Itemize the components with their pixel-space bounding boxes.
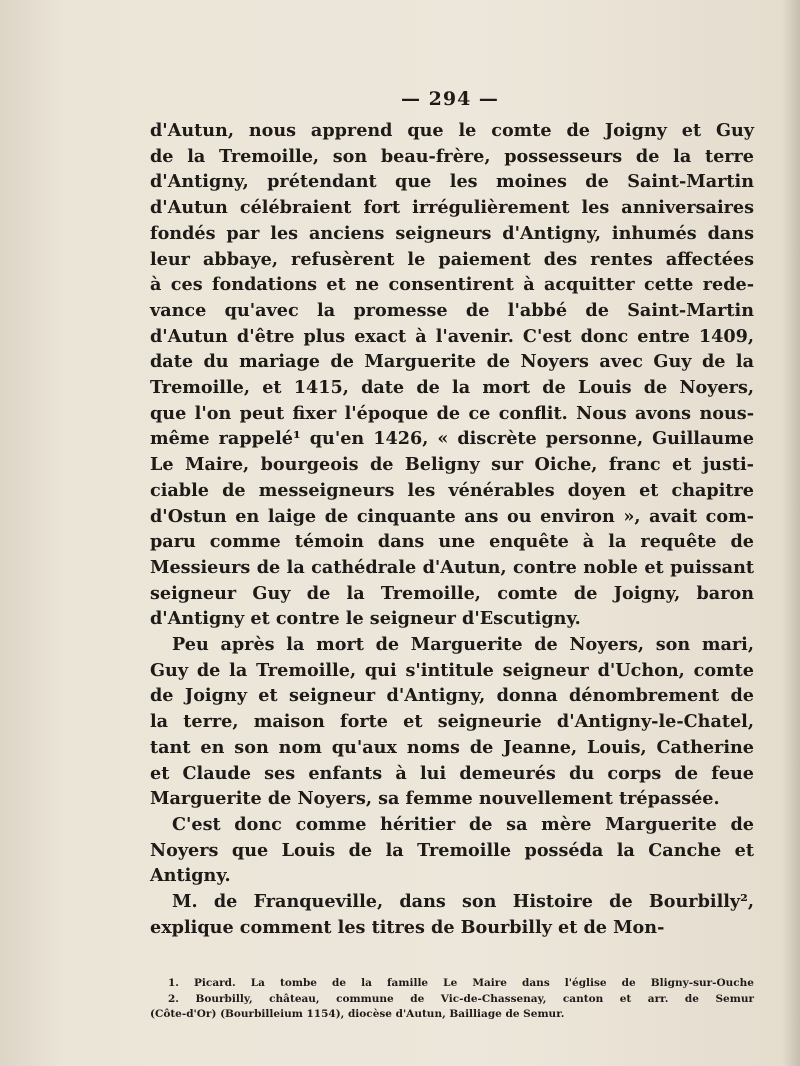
text-line: fondés par les anciens seigneurs d'Antigny, inhumés dans [150,222,754,244]
text-line: de Joigny et seigneur d'Antigny, donna dénombrement de [150,685,754,707]
text-line: la terre, maison forte et seigneurie d'Antigny-le-Chatel, [150,711,754,733]
text-line: Messieurs de la cathédrale d'Autun, contre noble et puissant [150,556,754,578]
footnote: (Côte-d'Or) (Bourbilleium 1154), diocèse d'Autun, Bailliage de Semur. [150,1008,565,1020]
text-line: seigneur Guy de la Tremoille, comte de Joigny, baron [150,582,754,604]
text-line: à ces fondations et ne consentirent à acquitter cette rede- [150,274,754,296]
page-number: — 294 — [401,88,499,110]
text-line: d'Antigny, prétendant que les moines de Saint-Martin [150,171,754,193]
text-line: d'Ostun en laige de cinquante ans ou environ », avait com- [150,505,754,527]
text-line: explique comment les titres de Bourbilly et de Mon- [150,916,665,938]
text-line: date du mariage de Marguerite de Noyers avec Guy de la [150,351,754,373]
text-line: Marguerite de Noyers, sa femme nouvellement trépassée. [150,788,720,810]
text-line: que l'on peut fixer l'époque de ce conflit. Nous avons nous- [150,402,754,424]
text-line: Noyers que Louis de la Tremoille posséda la Canche et [150,839,754,861]
text-line: ciable de messeigneurs les vénérables doyen et chapitre [150,479,754,501]
text-line: même rappelé¹ qu'en 1426, « discrète personne, Guillaume [150,428,754,450]
page-edge-shadow [782,0,800,1066]
text-line: d'Autun célébraient fort irrégulièrement les anniversaires [150,197,754,219]
text-line: Tremoille, et 1415, date de la mort de Louis de Noyers, [150,377,754,399]
text-line: tant en son nom qu'aux noms de Jeanne, Louis, Catherine [150,736,754,758]
text-line: et Claude ses enfants à lui demeurés du corps de feue [150,762,754,784]
text-line: Peu après la mort de Marguerite de Noyers, son mari, [172,634,754,656]
text-line: d'Antigny et contre le seigneur d'Escutigny. [150,608,581,630]
text-line: d'Autun, nous apprend que le comte de Joigny et Guy [150,120,754,141]
text-line: Antigny. [150,865,231,887]
text-line: M. de Franqueville, dans son Histoire de Bourbilly², [172,891,754,913]
text-line: vance qu'avec la promesse de l'abbé de Saint-Martin [150,299,754,321]
text-line: Le Maire, bourgeois de Beligny sur Oiche, franc et justi- [150,454,754,476]
body-text [150,118,754,941]
footnotes [150,976,754,1023]
text-line: Guy de la Tremoille, qui s'intitule seigneur d'Uchon, comte [150,659,754,681]
text-line: de la Tremoille, son beau-frère, possesseurs de la terre [150,145,754,167]
footnote: 2. Bourbilly, château, commune de Vic-de-Chassenay, canton et arr. de Semur [168,992,754,1005]
text-line: paru comme témoin dans une enquête à la requête de [150,531,754,553]
text-line: d'Autun d'être plus exact à l'avenir. C'est donc entre 1409, [150,325,754,347]
text-line: C'est donc comme héritier de sa mère Marguerite de [172,813,754,835]
text-line: leur abbaye, refusèrent le paiement des rentes affectées [150,248,754,270]
footnote: 1. Picard. La tombe de la famille Le Maire dans l'église de Bligny-sur-Ouche [168,977,754,989]
